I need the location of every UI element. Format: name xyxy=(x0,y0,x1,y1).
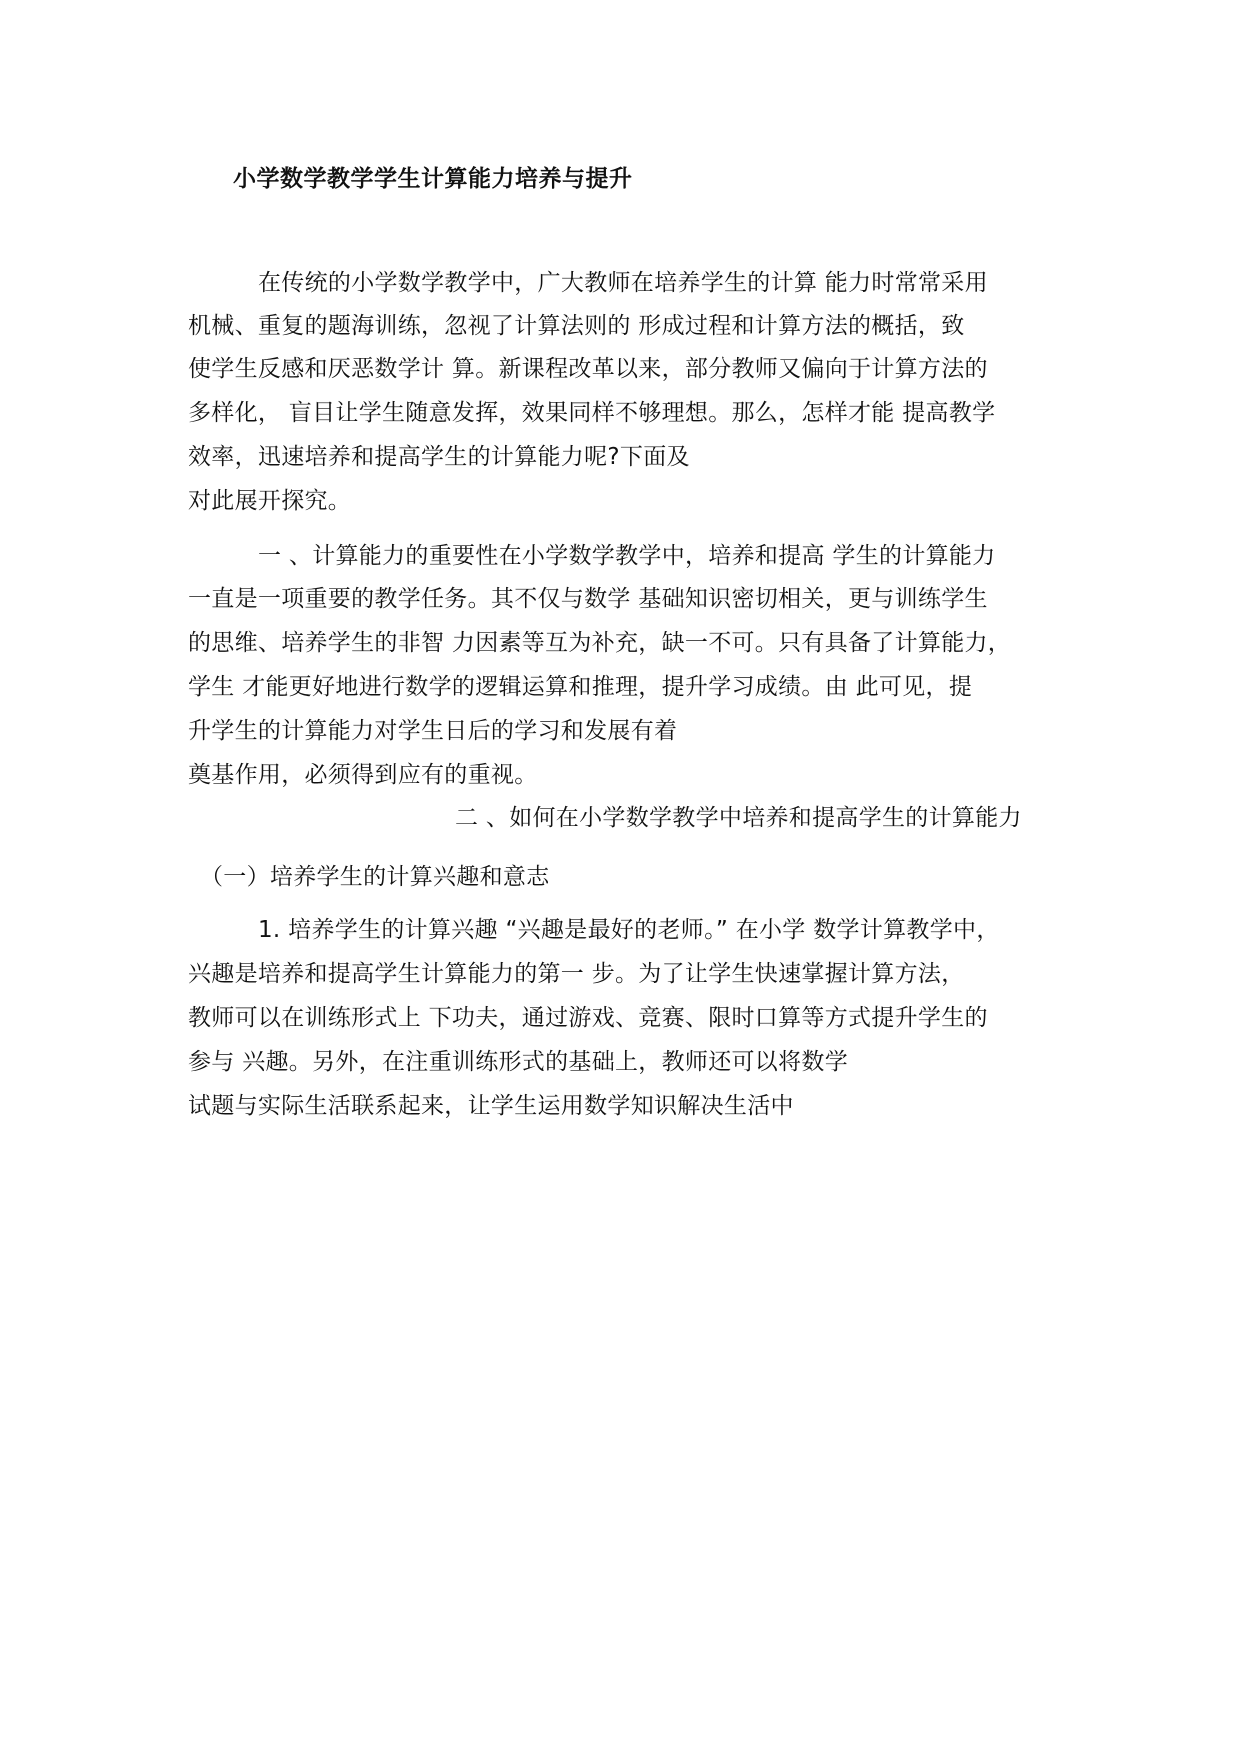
paragraph-2-line-4: 学生 才能更好地进行数学的逻辑运算和推理，提升学习成绩。由 此可见，提 xyxy=(188,674,973,700)
paragraph-1-line-1: 在传统的小学数学教学中，广大教师在培养学生的计算 能力时常常采用 xyxy=(258,270,988,296)
document-title: 小学数学教学学生计算能力培养与提升 xyxy=(233,166,633,192)
paragraph-1-line-3: 使学生反感和厌恶数学计 算。新课程改革以来，部分教师又偏向于计算方法的 xyxy=(188,356,988,382)
paragraph-2-line-6: 奠基作用，必须得到应有的重视。 xyxy=(188,762,538,788)
paragraph-3-line-4: 参与 兴趣。另外，在注重训练形式的基础上，教师还可以将数学 xyxy=(188,1049,849,1075)
paragraph-3-line-2: 兴趣是培养和提高学生计算能力的第一 步。为了让学生快速掌握计算方法， xyxy=(188,961,965,987)
section-two-heading: 二 、如何在小学数学教学中培养和提高学生的计算能力 xyxy=(455,805,1022,831)
paragraph-2-line-2: 一直是一项重要的教学任务。其不仅与数学 基础知识密切相关，更与训练学生 xyxy=(188,586,988,612)
paragraph-2-line-3: 的思维、培养学生的非智 力因素等互为补充，缺一不可。只有具备了计算能力， xyxy=(188,630,1012,656)
paragraph-1-line-6: 对此展开探究。 xyxy=(188,488,352,514)
paragraph-2-line-5: 升学生的计算能力对学生日后的学习和发展有着 xyxy=(188,718,678,744)
paragraph-3-line-5: 试题与实际生活联系起来，让学生运用数学知识解决生活中 xyxy=(188,1093,794,1119)
paragraph-1-line-4: 多样化， 盲目让学生随意发挥，效果同样不够理想。那么，怎样才能 提高教学 xyxy=(188,400,996,426)
paragraph-2-line-1: 一 、计算能力的重要性在小学数学教学中，培养和提高 学生的计算能力 xyxy=(258,543,996,569)
sub-heading: （一）培养学生的计算兴趣和意志 xyxy=(200,864,550,890)
paragraph-3-line-3: 教师可以在训练形式上 下功夫，通过游戏、竞赛、限时口算等方式提升学生的 xyxy=(188,1005,988,1031)
paragraph-3-line-1: 1. 培养学生的计算兴趣 “兴趣是最好的老师。” 在小学 数学计算教学中， xyxy=(258,917,1000,943)
paragraph-1-line-5: 效率，迅速培养和提高学生的计算能力呢?下面及 xyxy=(188,444,690,470)
paragraph-1-line-2: 机械、重复的题海训练，忽视了计算法则的 形成过程和计算方法的概括，致 xyxy=(188,313,965,339)
